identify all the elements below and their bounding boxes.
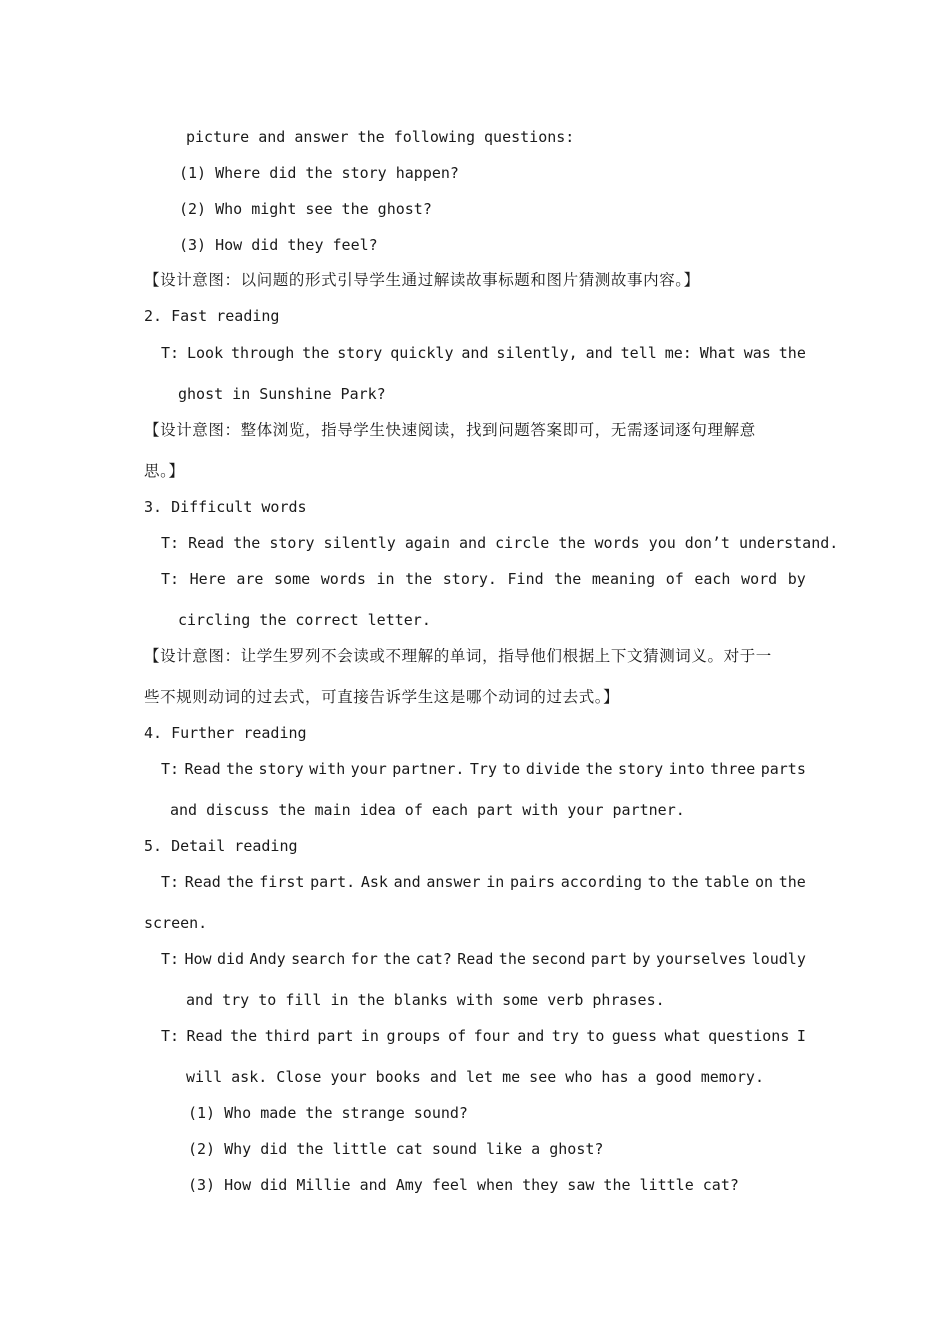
word: and — [461, 344, 489, 362]
word: story — [258, 760, 304, 778]
word: are — [236, 570, 264, 588]
intro-question-1: (1) Where did the story happen? — [179, 164, 459, 182]
difficult-words-instruction-2 — [161, 569, 806, 589]
word: me: — [664, 344, 692, 362]
word: in — [376, 570, 395, 588]
design-intent-note-3-cont: 些不规则动词的过去式，可直接告诉学生这是哪个动词的过去式。】 — [144, 688, 620, 706]
section-heading-difficult-words: 3. Difficult words — [144, 498, 307, 516]
detail-reading-instruction-2 — [161, 949, 806, 969]
fast-reading-instruction — [161, 343, 806, 363]
word: what — [664, 1027, 701, 1045]
word: and — [585, 344, 613, 362]
word: and — [517, 1027, 545, 1045]
word: to — [647, 873, 666, 891]
word: the — [671, 873, 699, 891]
word: What — [699, 344, 736, 362]
word: Ask — [360, 873, 388, 891]
word: search — [291, 950, 346, 968]
word: Read — [184, 760, 221, 778]
word: cat? — [415, 950, 452, 968]
word: in — [360, 1027, 379, 1045]
word: with — [309, 760, 346, 778]
word: part. — [310, 873, 356, 891]
word: T: — [161, 1027, 180, 1045]
intro-question-2: (2) Who might see the ghost? — [179, 200, 432, 218]
word: questions — [708, 1027, 790, 1045]
word: tell — [620, 344, 657, 362]
word: table — [704, 873, 750, 891]
word: four — [473, 1027, 510, 1045]
word: Here — [189, 570, 226, 588]
word: of — [665, 570, 684, 588]
section-heading-further-reading: 4. Further reading — [144, 724, 307, 742]
word: third — [264, 1027, 310, 1045]
word: yourselves — [655, 950, 747, 968]
word: the — [585, 760, 613, 778]
word: of — [448, 1027, 467, 1045]
intro-line: picture and answer the following questions: — [186, 128, 575, 146]
word: quickly — [390, 344, 454, 362]
further-reading-instruction-cont: and discuss the main idea of each part with your partner. — [170, 801, 685, 819]
intro-question-3: (3) How did they feel? — [179, 236, 378, 254]
word: T: — [161, 873, 180, 891]
word: How — [184, 950, 212, 968]
word: Find — [507, 570, 544, 588]
word: into — [668, 760, 705, 778]
word: guess — [611, 1027, 658, 1045]
word: T: — [161, 950, 180, 968]
design-intent-note-2-cont: 思。】 — [144, 462, 185, 480]
word: word — [741, 570, 778, 588]
word: the — [383, 950, 411, 968]
word: and — [393, 873, 421, 891]
design-intent-note-1: 【设计意图：以问题的形式引导学生通过解读故事标题和图片猜测故事内容。】 — [144, 271, 700, 289]
design-intent-note-2: 【设计意图：整体浏览，指导学生快速阅读，找到问题答案即可，无需逐词逐句理解意 — [144, 421, 756, 439]
word: some — [274, 570, 311, 588]
word: silently, — [496, 344, 578, 362]
word: in — [486, 873, 505, 891]
difficult-words-instruction-1: T: Read the story silently again and circle the words you don’t understand. — [161, 534, 839, 552]
word: Look — [186, 344, 224, 362]
word: was — [743, 344, 771, 362]
word: part — [590, 950, 628, 968]
detail-reading-instruction-1-cont: screen. — [144, 914, 208, 932]
word: Andy — [249, 950, 286, 968]
word: did — [217, 950, 245, 968]
word: the — [226, 873, 254, 891]
word: partner. — [392, 760, 465, 778]
word: the — [302, 344, 330, 362]
word: meaning — [591, 570, 656, 588]
word: loudly — [751, 950, 806, 968]
word: I — [796, 1027, 806, 1045]
word: on — [754, 873, 774, 891]
word: the — [778, 344, 806, 362]
word: groups — [386, 1027, 441, 1045]
difficult-words-instruction-2-cont: circling the correct letter. — [178, 611, 431, 629]
word: pairs — [509, 873, 556, 891]
word: T: — [161, 760, 180, 778]
word: the — [778, 873, 806, 891]
word: Read — [186, 1027, 223, 1045]
word: T: — [161, 344, 180, 362]
section-heading-fast-reading: 2. Fast reading — [144, 307, 280, 325]
word: according — [560, 873, 643, 891]
word: answer — [426, 873, 481, 891]
detail-reading-instruction-3 — [161, 1026, 806, 1046]
word: try — [551, 1027, 579, 1045]
detail-question-1: (1) Who made the strange sound? — [188, 1104, 468, 1122]
word: story. — [442, 570, 497, 588]
word: second — [531, 950, 586, 968]
further-reading-instruction — [161, 759, 806, 779]
word: to — [502, 760, 521, 778]
detail-reading-instruction-1 — [161, 872, 806, 892]
detail-question-2: (2) Why did the little cat sound like a ghost? — [188, 1140, 604, 1158]
word: your — [350, 760, 387, 778]
word: words — [320, 570, 366, 588]
design-intent-note-3: 【设计意图：让学生罗列不会读或不理解的单词，指导他们根据上下文猜测词义。对于一 — [144, 647, 772, 665]
word: each — [694, 570, 731, 588]
word: the — [498, 950, 526, 968]
word: Try — [469, 760, 497, 778]
word: story — [337, 344, 383, 362]
word: Read — [457, 950, 494, 968]
word: story — [618, 760, 664, 778]
word: by — [787, 570, 806, 588]
word: by — [632, 950, 651, 968]
word: T: — [161, 570, 180, 588]
word: through — [231, 344, 295, 362]
word: three — [710, 760, 756, 778]
word: the — [554, 570, 582, 588]
word: the — [405, 570, 433, 588]
detail-reading-instruction-3-cont: will ask. Close your books and let me see who has a good memory. — [186, 1068, 764, 1086]
detail-reading-instruction-2-cont: and try to fill in the blanks with some verb phrases. — [186, 991, 665, 1009]
word: the — [226, 760, 254, 778]
word: parts — [760, 760, 806, 778]
word: first — [259, 873, 305, 891]
section-heading-detail-reading: 5. Detail reading — [144, 837, 298, 855]
word: Read — [184, 873, 221, 891]
detail-question-3: (3) How did Millie and Amy feel when they saw the little cat? — [188, 1176, 739, 1194]
word: for — [350, 950, 378, 968]
word: the — [230, 1027, 258, 1045]
word: part — [317, 1027, 354, 1045]
word: to — [586, 1027, 605, 1045]
fast-reading-instruction-cont: ghost in Sunshine Park? — [178, 385, 386, 403]
word: divide — [525, 760, 581, 778]
